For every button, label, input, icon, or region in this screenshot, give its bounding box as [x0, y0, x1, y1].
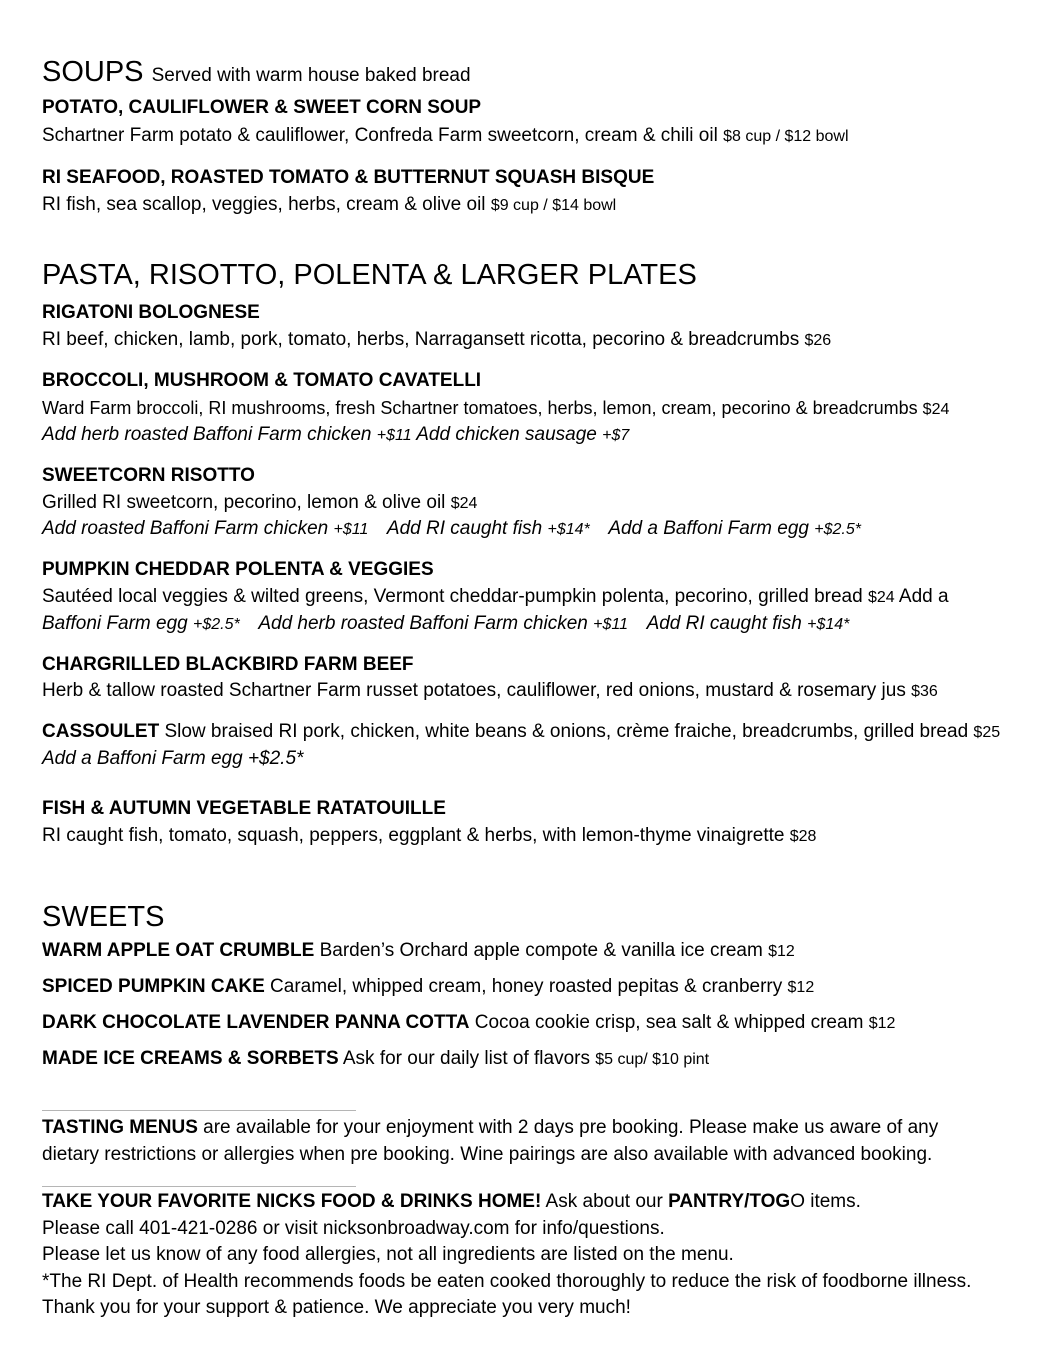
item-price: $12: [787, 979, 815, 996]
item-name: RIGATONI BOLOGNESE: [42, 302, 260, 323]
item-name: SPICED PUMPKIN CAKE: [42, 976, 265, 997]
soups-heading: [42, 55, 471, 93]
item-price: $24: [922, 401, 950, 418]
item-description: Grilled RI sweetcorn, pecorino, lemon & olive oil $24: [42, 492, 478, 513]
togo-note: TAKE YOUR FAVORITE NICKS FOOD & DRINKS HOME! Ask about our PANTRY/TOGO items.: [42, 1191, 861, 1212]
item-name: POTATO, CAULIFLOWER & SWEET CORN SOUP: [42, 97, 482, 118]
item-price: $28: [789, 828, 817, 845]
item-price: $12: [768, 943, 795, 960]
sweet-item: MADE ICE CREAMS & SORBETS Ask for our daily list of flavors $5 cup/ $10 pint: [42, 1048, 710, 1069]
item-addons: Add herb roasted Baffoni Farm chicken +$11 Add chicken sausage +$7: [42, 424, 630, 445]
item-name: CHARGRILLED BLACKBIRD FARM BEEF: [42, 654, 414, 675]
togo-label: TAKE YOUR FAVORITE NICKS FOOD & DRINKS HOME!: [42, 1191, 542, 1212]
divider: [42, 1186, 356, 1187]
item-description: Sautéed local veggies & wilted greens, Vermont cheddar-pumpkin polenta, pecorino, grilled bread $24 Add a: [42, 586, 949, 607]
section-title: SOUPS: [42, 56, 144, 88]
item-name: DARK CHOCOLATE LAVENDER PANNA COTTA: [42, 1012, 470, 1033]
item-name: PUMPKIN CHEDDAR POLENTA & VEGGIES: [42, 559, 434, 580]
item-description: Schartner Farm potato & cauliflower, Confreda Farm sweetcorn, cream & chili oil $8 cup / $12 bowl: [42, 125, 849, 146]
sweet-item: SPICED PUMPKIN CAKE Caramel, whipped cream, honey roasted pepitas & cranberry $12: [42, 976, 815, 997]
item-price: $5 cup/ $10 pint: [595, 1051, 710, 1068]
item-price: $25: [973, 724, 1001, 741]
item-name: SWEETCORN RISOTTO: [42, 465, 255, 486]
item-price: $24: [867, 589, 895, 606]
tasting-label: TASTING MENUS: [42, 1117, 198, 1138]
item-price: $12: [868, 1015, 896, 1032]
item-price: $36: [911, 683, 938, 700]
item-price: $8 cup / $12 bowl: [723, 128, 849, 145]
sweets-heading: SWEETS: [42, 901, 165, 933]
item-name: WARM APPLE OAT CRUMBLE: [42, 940, 315, 961]
item-description: Ward Farm broccoli, RI mushrooms, fresh Schartner tomatoes, herbs, lemon, cream, pecorino & breadcrumbs $24: [42, 398, 950, 418]
contact-line: Please call 401-421-0286 or visit nicksonbroadway.com for info/questions.: [42, 1218, 665, 1239]
item-description: RI fish, sea scallop, veggies, herbs, cream & olive oil $9 cup / $14 bowl: [42, 194, 617, 215]
item-price: $26: [804, 332, 832, 349]
item-description: RI beef, chicken, lamb, pork, tomato, herbs, Narragansett ricotta, pecorino & breadcrumbs $26: [42, 329, 832, 350]
plates-heading: PASTA, RISOTTO, POLENTA & LARGER PLATES: [42, 259, 697, 291]
item-description: Herb & tallow roasted Schartner Farm russet potatoes, cauliflower, red onions, mustard & rosemary jus $36: [42, 680, 938, 701]
item-price: $9 cup / $14 bowl: [490, 197, 617, 214]
item-name: FISH & AUTUMN VEGETABLE RATATOUILLE: [42, 798, 446, 819]
item-description: RI caught fish, tomato, squash, peppers, eggplant & herbs, with lemon-thyme vinaigrette $28: [42, 825, 817, 846]
item-description: CASSOULET Slow braised RI pork, chicken, white beans & onions, crème fraiche, breadcrumbs, grilled bread $25: [42, 721, 1001, 742]
item-name: BROCCOLI, MUSHROOM & TOMATO CAVATELLI: [42, 370, 482, 391]
tasting-note: TASTING MENUS are available for your enjoyment with 2 days pre booking. Please make us aware of any: [42, 1117, 939, 1138]
allergy-line: Please let us know of any food allergies, not all ingredients are listed on the menu.: [42, 1244, 734, 1265]
health-line: *The RI Dept. of Health recommends foods be eaten cooked thoroughly to reduce the risk of foodborne illness.: [42, 1271, 972, 1292]
item-addons: Add roasted Baffoni Farm chicken +$11 Add RI caught fish +$14* Add a Baffoni Farm egg +$2.5*: [42, 518, 861, 539]
divider: [42, 1110, 356, 1111]
sweet-item: DARK CHOCOLATE LAVENDER PANNA COTTA Cocoa cookie crisp, sea salt & whipped cream $12: [42, 1012, 896, 1033]
item-addons: Add a Baffoni Farm egg +$2.5*: [42, 748, 304, 769]
sweet-item: WARM APPLE OAT CRUMBLE Barden’s Orchard apple compote & vanilla ice cream $12: [42, 940, 795, 961]
item-addons: Baffoni Farm egg +$2.5* Add herb roasted Baffoni Farm chicken +$11 Add RI caught fish +$14*: [42, 613, 850, 634]
tasting-note-cont: dietary restrictions or allergies when pre booking. Wine pairings are also available with advanced booking.: [42, 1144, 933, 1165]
thanks-line: Thank you for your support & patience. We appreciate you very much!: [42, 1297, 631, 1318]
item-name: CASSOULET: [42, 721, 160, 742]
item-name: RI SEAFOOD, ROASTED TOMATO & BUTTERNUT SQUASH BISQUE: [42, 167, 655, 188]
item-price: $24: [450, 495, 478, 512]
item-name: MADE ICE CREAMS & SORBETS: [42, 1048, 339, 1069]
section-subtitle: Served with warm house baked bread: [151, 65, 471, 86]
